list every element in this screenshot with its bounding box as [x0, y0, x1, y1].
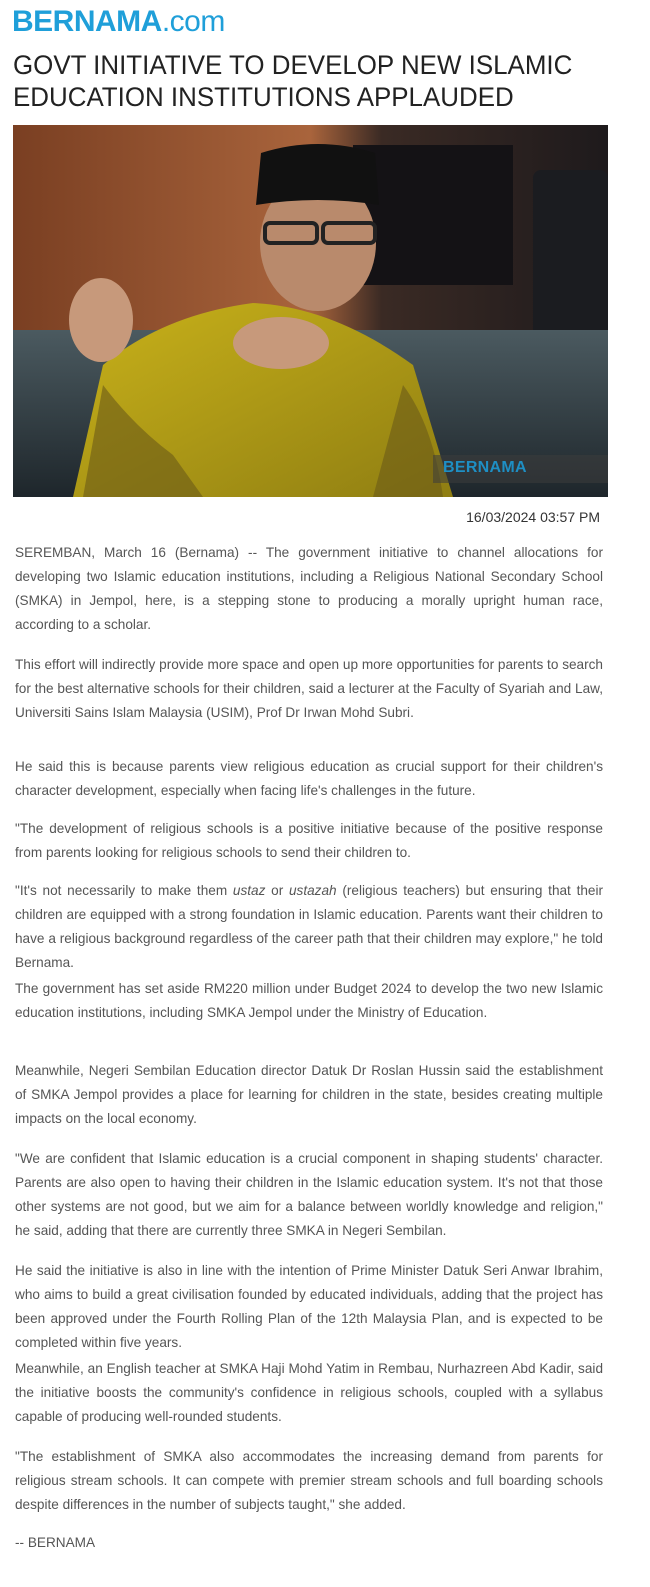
article-paragraph: "We are confident that Islamic education is a crucial component in shaping students' character. Parents are also open to having their children in the Islamic education system. It's not that those other systems are not good, but we aim for a balance between worldly knowledge and religion," he said, adding that there are currently three SMKA in Negeri Sembilan.: [15, 1151, 603, 1238]
article-title: GOVT INITIATIVE TO DEVELOP NEW ISLAMIC EDUCATION INSTITUTIONS APPLAUDED: [13, 50, 573, 112]
article-paragraph: He said the initiative is also in line with the intention of Prime Minister Datuk Seri Anwar Ibrahim, who aims to build a great civilisation founded by educated individuals, adding that the project has been approved under the Fourth Rolling Plan of the 12th Malaysia Plan, and is expected to be completed within five years.: [15, 1263, 603, 1350]
article-paragraph: SEREMBAN, March 16 (Bernama) -- The government initiative to channel allocations for developing two Islamic education institutions, including a Religious National Secondary School (SMKA) in Jempol, here, is a stepping stone to producing a morally upright human race, according to a scholar.: [15, 545, 603, 632]
photo-watermark: [433, 455, 608, 483]
article-photo: [13, 125, 608, 497]
article-paragraph: "The establishment of SMKA also accommodates the increasing demand from parents for religious stream schools. It can compete with premier stream schools and full boarding schools despite differences in the number of subjects taught," she added.: [15, 1449, 603, 1512]
article-paragraph: This effort will indirectly provide more space and open up more opportunities for parents to search for the best alternative schools for their children, said a lecturer at the Faculty of Syariah and Law, Universiti Sains Islam Malaysia (USIM), Prof Dr Irwan Mohd Subri.: [15, 657, 603, 720]
article-paragraph: [15, 879, 603, 975]
italic-term: ustazah: [288, 883, 337, 898]
article-byline: -- BERNAMA: [15, 1535, 96, 1550]
site-logo[interactable]: [12, 4, 225, 40]
logo-tld: .com: [161, 5, 225, 38]
article-paragraph: "The development of religious schools is a positive initiative because of the positive response from parents looking for religious schools to send their children to.: [15, 821, 603, 860]
text-run: or: [265, 883, 289, 898]
article-paragraph: Meanwhile, an English teacher at SMKA Haji Mohd Yatim in Rembau, Nurhazreen Abd Kadir, said the initiative boosts the community's confidence in religious schools, coupled with a syllabus capable of producing well-rounded students.: [15, 1361, 603, 1424]
photo-illustration: [13, 125, 608, 497]
text-run: "It's not necessarily to make them: [15, 883, 233, 898]
article-paragraph: He said this is because parents view religious education as crucial support for their children's character development, especially when facing life's challenges in the future.: [15, 759, 603, 798]
text-run: (religious teachers) but ensuring that their children are equipped with a strong foundation in Islamic education. Parents want their children to have a religious background regardless of the career path that their children may explore," he told Bernama.: [15, 883, 604, 970]
photo-watermark-text: BERNAMA: [443, 459, 527, 476]
logo-brand: BERNAMA: [12, 5, 162, 38]
article-paragraph: Meanwhile, Negeri Sembilan Education director Datuk Dr Roslan Hussin said the establishment of SMKA Jempol provides a place for learning for children in the state, besides creating multiple impacts on the local economy.: [15, 1063, 603, 1126]
article-paragraph: The government has set aside RM220 million under Budget 2024 to develop the two new Islamic education institutions, including SMKA Jempol under the Ministry of Education.: [15, 981, 603, 1020]
italic-term: ustaz: [232, 883, 266, 898]
article-body: [15, 541, 603, 1555]
publish-timestamp: 16/03/2024 03:57 PM: [466, 509, 600, 525]
